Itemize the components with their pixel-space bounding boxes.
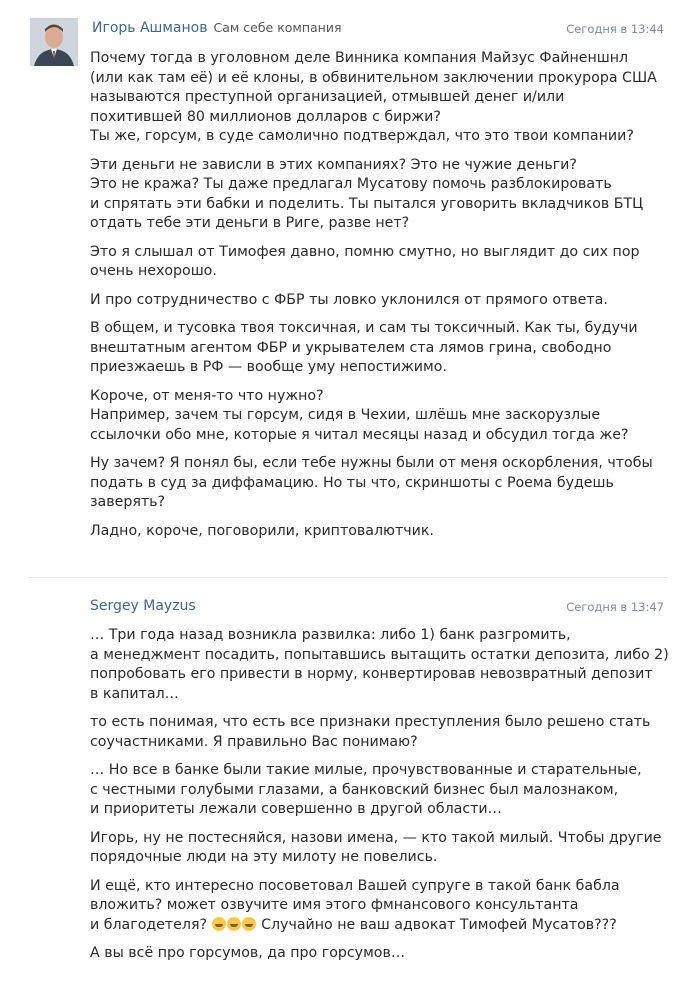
text-line: а менеджмент посадить, попытавшись вытащить остатки депозита, либо 2) bbox=[90, 646, 669, 663]
text-line: попробовать его привести в норму, конвертировав невозвратный депозит bbox=[90, 666, 653, 682]
avatar[interactable] bbox=[30, 18, 78, 66]
text-line: соучастниками. Я правильно Вас понимаю? bbox=[90, 733, 418, 750]
paragraph bbox=[90, 944, 669, 964]
text-line: Игорь, ну не постесняйся, назови имена, — кто такой милый. Чтобы другие bbox=[90, 829, 662, 846]
text-line: … Но все в банке были такие милые, прочувствованные и старательные, bbox=[90, 762, 642, 778]
text-fragment: Случайно не ваш адвокат Тимофей Мусатов??? bbox=[261, 916, 617, 933]
paragraph bbox=[90, 829, 669, 868]
paragraph bbox=[90, 626, 669, 704]
paragraph bbox=[90, 319, 657, 378]
tears-of-joy-emoji bbox=[242, 917, 256, 931]
text-line: В общем, и тусовка твоя токсичная, и сам ты токсичный. Как ты, будучи bbox=[90, 320, 638, 336]
text-line: отдать тебе эти деньги в Риге, разве нет? bbox=[90, 215, 410, 231]
author-label[interactable]: Игорь Ашманов bbox=[92, 20, 208, 36]
text-line-with-emoji bbox=[90, 916, 669, 936]
paragraph bbox=[90, 243, 657, 282]
text-line: (или как там её) и её клоны, в обвинительном заключении прокурора США bbox=[90, 69, 657, 86]
text-line: Ты же, горсум, в суде самолично подтверждал, что это твои компании? bbox=[90, 128, 634, 144]
text-line: в капитал… bbox=[90, 685, 179, 702]
text-line: И ещё, кто интересно посоветовал Вашей супруге в такой банк бабла bbox=[90, 877, 620, 894]
text-line: И про сотрудничество с ФБР ты ловко уклонился от прямого ответа. bbox=[90, 291, 608, 308]
text-line: А вы всё про горсумов, да про горсумов… bbox=[90, 945, 406, 961]
paragraph bbox=[90, 49, 657, 147]
text-line: Ну зачем? Я понял бы, если тебе нужны были от меня оскорбления, чтобы bbox=[90, 455, 653, 471]
text-line: Ладно, короче, поговорили, криптовалютчик. bbox=[90, 522, 434, 539]
tears-of-joy-emoji bbox=[212, 917, 226, 931]
avatar-photo bbox=[30, 18, 78, 66]
text-line: с честными голубыми глазами, а банковский бизнес был малознаком, bbox=[90, 781, 619, 798]
text-line: Почему тогда в уголовном деле Винника компания Майзус Файненшнл bbox=[90, 50, 629, 66]
tears-of-joy-emoji bbox=[227, 917, 241, 931]
author-name[interactable] bbox=[92, 20, 342, 36]
author-subtitle: Сам себе компания bbox=[213, 20, 342, 35]
comment-post bbox=[0, 578, 680, 993]
text-line: Короче, от меня-то что нужно? bbox=[90, 387, 324, 404]
text-line: очень нехорошо. bbox=[90, 263, 217, 279]
text-fragment: и благодетеля? bbox=[90, 916, 208, 933]
paragraph bbox=[90, 387, 657, 446]
paragraph bbox=[90, 454, 657, 513]
text-line: Эти деньги не зависли в этих компаниях? Это не чужие деньги? bbox=[90, 156, 577, 173]
paragraph bbox=[90, 761, 669, 820]
text-line: вложить? может озвучите имя этого фмнансового консультанта bbox=[90, 897, 579, 913]
text-line: то есть понимая, что есть все признаки преступления было решено стать bbox=[90, 714, 651, 730]
text-line: порядочные люди на эту милоту не повелись. bbox=[90, 849, 438, 865]
paragraph bbox=[90, 522, 657, 542]
text-line: подать в суд за диффамацию. Но ты что, скриншоты с Роема будешь bbox=[90, 474, 614, 491]
paragraph bbox=[90, 713, 669, 752]
text-line: называются преступной организацией, отмывшей денег и/или bbox=[90, 89, 565, 105]
text-line: Это не кража? Ты даже предлагал Мусатову помочь разблокировать bbox=[90, 176, 612, 192]
text-line: Например, зачем ты горсум, сидя в Чехии, шлёшь мне заскорузлые bbox=[90, 407, 601, 423]
paragraph bbox=[90, 877, 669, 936]
text-line: ссылочки обо мне, которые я читал месяцы назад и обсудил тогда же? bbox=[90, 426, 629, 443]
text-line: … Три года назад возникла развилка: либо 1) банк разгромить, bbox=[90, 627, 571, 643]
paragraph bbox=[90, 156, 657, 234]
text-line: и спрятать эти бабки и поделить. Ты пытался уговорить вкладчиков БТЦ bbox=[90, 195, 644, 212]
text-line: внештатным агентом ФБР и укрывателем ста лямов грина, свободно bbox=[90, 339, 612, 356]
text-line: приезжаешь в РФ — вообще уму непостижимо. bbox=[90, 359, 447, 375]
text-line: и приоритеты лежали совершенно в другой области… bbox=[90, 801, 502, 817]
text-line: Это я слышал от Тимофея давно, помню смутно, но выглядит до сих пор bbox=[90, 243, 640, 260]
text-line: заверять? bbox=[90, 494, 166, 510]
comment-body bbox=[90, 49, 657, 541]
paragraph bbox=[90, 291, 657, 311]
author-name[interactable]: Sergey Mayzus bbox=[90, 598, 196, 614]
post-timestamp[interactable]: Сегодня в 13:47 bbox=[566, 600, 664, 614]
text-line: похитившей 80 миллионов долларов с биржи? bbox=[90, 108, 441, 125]
comment-body bbox=[90, 626, 669, 964]
post-timestamp[interactable]: Сегодня в 13:44 bbox=[566, 22, 664, 36]
